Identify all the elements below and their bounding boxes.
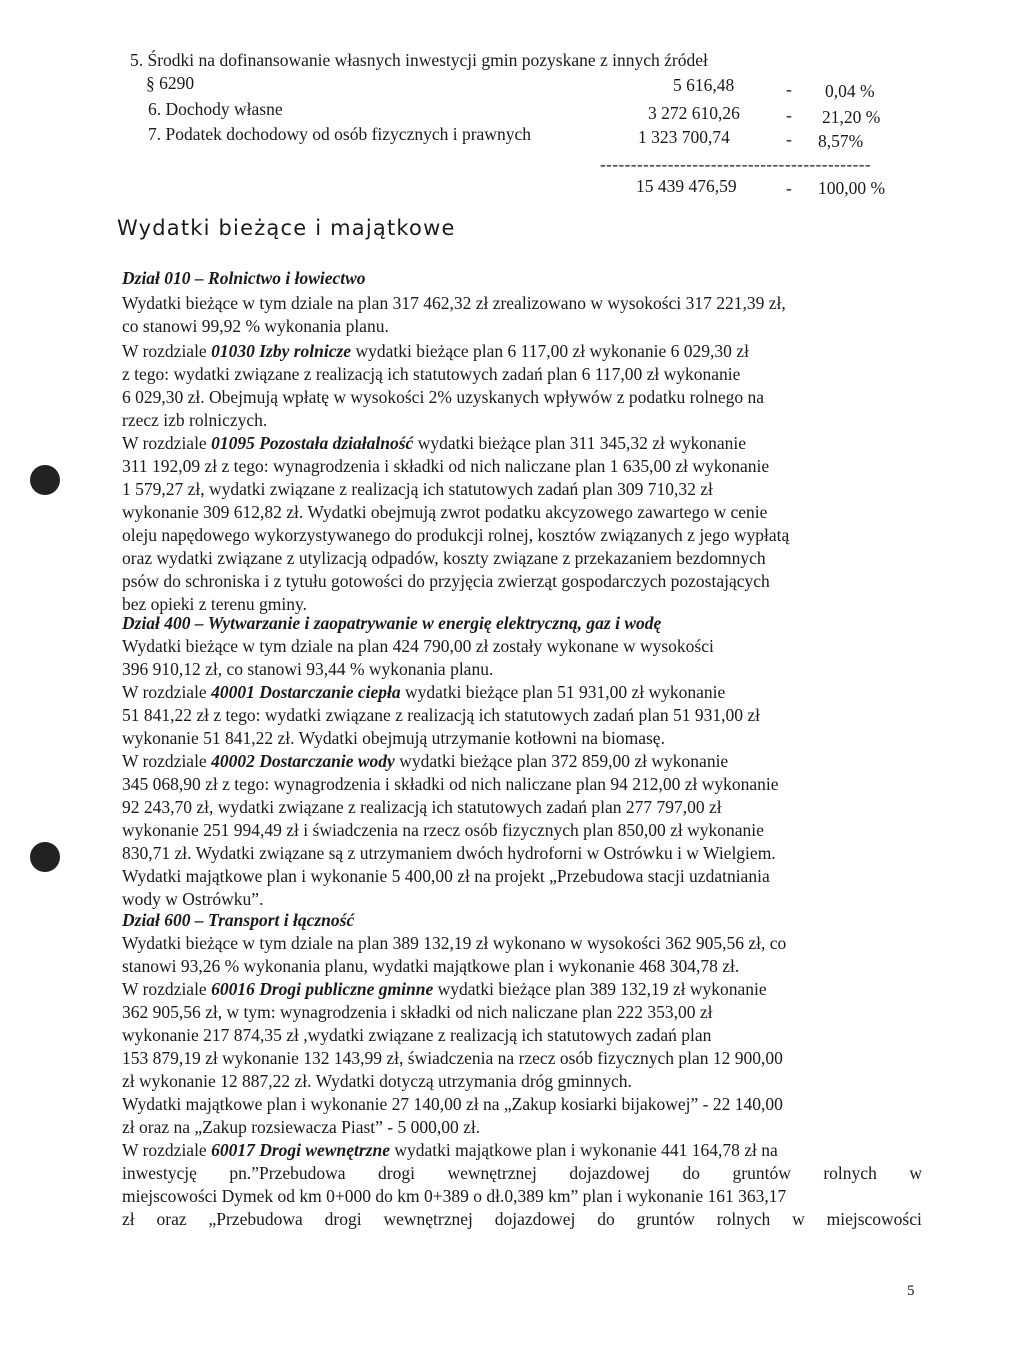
text-line: Wydatki bieżące w tym dziale na plan 424 790,00 zł zostały wykonane w wysokości — [122, 636, 714, 656]
text-line: W rozdziale 60017 Drogi wewnętrzne wydatki majątkowe plan i wykonanie 441 164,78 zł na — [122, 1140, 778, 1160]
section-010-title — [122, 267, 366, 289]
text-line: 345 068,90 zł z tego: wynagrodzenia i składki od nich naliczane plan 94 212,00 zł wykonanie — [122, 774, 779, 794]
text-line: oraz wydatki związane z utylizacją odpadów, koszty związane z przekazaniem bezdomnych — [122, 548, 766, 568]
text-line: 311 192,09 zł z tego: wynagrodzenia i składki od nich naliczane plan 1 635,00 zł wykonanie — [122, 456, 770, 476]
income-item-5-dash: - — [786, 79, 792, 99]
subchapter-40001: 40001 Dostarczanie ciepła — [211, 682, 401, 702]
income-item-6-label: 6. Dochody własne — [148, 99, 283, 119]
income-item-5-percent: 0,04 % — [825, 81, 875, 101]
text-line: oleju napędowego wykorzystywanego do produkcji rolnej, kosztów związanych z jego wypłatą — [122, 525, 790, 545]
text-line: wykonanie 51 841,22 zł. Wydatki obejmują utrzymanie kotłowni na biomasę. — [122, 728, 665, 748]
text-line: bez opieki z terenu gminy. — [122, 594, 307, 614]
income-total-dash: - — [786, 178, 792, 198]
income-item-6-dash: - — [786, 105, 792, 125]
text-line: Wydatki majątkowe plan i wykonanie 5 400,00 zł na projekt „Przebudowa stacji uzdatniania — [122, 866, 770, 886]
subchapter-01095: 01095 Pozostała działalność — [211, 433, 414, 453]
income-total-percent: 100,00 % — [818, 178, 886, 198]
text-line: 362 905,56 zł, w tym: wynagrodzenia i składki od nich naliczane plan 222 353,00 zł — [122, 1002, 713, 1022]
text-line: zł oraz na „Zakup rozsiewacza Piast” - 5 000,00 zł. — [122, 1117, 481, 1137]
text-line: W rozdziale 40001 Dostarczanie ciepła wydatki bieżące plan 51 931,00 zł wykonanie — [122, 682, 726, 702]
page-number: 5 — [907, 1283, 915, 1299]
text-line: psów do schroniska i z tytułu gotowości do przyjęcia zwierząt gospodarczych pozostających — [122, 571, 770, 591]
section-600-title-text: Dział 600 – Transport i łączność — [122, 910, 355, 930]
subchapter-60016: 60016 Drogi publiczne gminne — [211, 979, 434, 999]
text-line: 1 579,27 zł, wydatki związane z realizacją ich statutowych zadań plan 309 710,32 zł — [122, 479, 713, 499]
sum-separator: -------------------------------------------- — [600, 155, 872, 174]
text-line: 830,71 zł. Wydatki związane są z utrzymaniem dwóch hydroforni w Ostrówku i w Wielgiem. — [122, 843, 776, 863]
section-400-title — [122, 612, 661, 634]
section-010-title-text: Dział 010 – Rolnictwo i łowiectwo — [122, 268, 366, 288]
text-line: co stanowi 99,92 % wykonania planu. — [122, 316, 389, 336]
text-line: wody w Ostrówku”. — [122, 889, 264, 909]
text-line: W rozdziale 60016 Drogi publiczne gminne wydatki bieżące plan 389 132,19 zł wykonanie — [122, 979, 767, 999]
text-line: Wydatki bieżące w tym dziale na plan 389 132,19 zł wykonano w wysokości 362 905,56 zł, co — [122, 933, 787, 953]
text-line: wykonanie 217 874,35 zł ,wydatki związane z realizacją ich statutowych zadań plan — [122, 1025, 712, 1045]
text-line: 153 879,19 zł wykonanie 132 143,99 zł, świadczenia na rzecz osób fizycznych plan 12 900,00 — [122, 1048, 783, 1068]
text-line: Wydatki bieżące w tym dziale na plan 317 462,32 zł zrealizowano w wysokości 317 221,39 zł, — [122, 293, 786, 313]
punch-hole-bottom — [30, 842, 60, 872]
text-line: zł wykonanie 12 887,22 zł. Wydatki dotyczą utrzymania dróg gminnych. — [122, 1071, 632, 1091]
subchapter-60017: 60017 Drogi wewnętrzne — [211, 1140, 390, 1160]
text-line: stanowi 93,26 % wykonania planu, wydatki majątkowe plan i wykonanie 468 304,78 zł. — [122, 956, 740, 976]
text-line: rzecz izb rolniczych. — [122, 410, 268, 430]
income-item-7-amount: 1 323 700,74 — [638, 127, 730, 147]
section-600-title — [122, 909, 354, 931]
text-line-justified: inwestycję pn.”Przebudowa drogi wewnętrznej dojazdowej do gruntów rolnych w — [122, 1163, 922, 1183]
income-item-6-amount: 3 272 610,26 — [648, 103, 740, 123]
text-line: 92 243,70 zł, wydatki związane z realizacją ich statutowych zadań plan 277 797,00 zł — [122, 797, 722, 817]
text-line: 396 910,12 zł, co stanowi 93,44 % wykonania planu. — [122, 659, 494, 679]
income-item-5-paragraph: § 6290 — [146, 73, 195, 93]
text-line: W rozdziale 40002 Dostarczanie wody wydatki bieżące plan 372 859,00 zł wykonanie — [122, 751, 729, 771]
text-line: 51 841,22 zł z tego: wydatki związane z realizacją ich statutowych zadań plan 51 931,00 zł — [122, 705, 761, 725]
text-line: miejscowości Dymek od km 0+000 do km 0+389 o dł.0,389 km” plan i wykonanie 161 363,17 — [122, 1186, 787, 1206]
text-line: Wydatki majątkowe plan i wykonanie 27 140,00 zł na „Zakup kosiarki bijakowej” - 22 140,00 — [122, 1094, 783, 1114]
subchapter-40002: 40002 Dostarczanie wody — [211, 751, 395, 771]
text-line: W rozdziale 01030 Izby rolnicze wydatki bieżące plan 6 117,00 zł wykonanie 6 029,30 zł — [122, 341, 749, 361]
income-item-6-percent: 21,20 % — [822, 107, 881, 127]
text-line: wykonanie 309 612,82 zł. Wydatki obejmują zwrot podatku akcyzowego zawartego w cenie — [122, 502, 768, 522]
income-item-7-label: 7. Podatek dochodowy od osób fizycznych i prawnych — [148, 124, 531, 144]
section-400-title-text: Dział 400 – Wytwarzanie i zaopatrywanie w energię elektryczną, gaz i wodę — [122, 613, 662, 633]
text-line: wykonanie 251 994,49 zł i świadczenia na rzecz osób fizycznych plan 850,00 zł wykonanie — [122, 820, 764, 840]
income-item-7-dash: - — [786, 129, 792, 149]
punch-hole-top — [30, 465, 60, 495]
income-item-5-amount: 5 616,48 — [673, 75, 735, 95]
income-total-amount: 15 439 476,59 — [636, 176, 737, 196]
subchapter-01030: 01030 Izby rolnicze — [211, 341, 352, 361]
income-item-7-percent: 8,57% — [818, 131, 864, 151]
income-item-5-label: 5. Środki na dofinansowanie własnych inwestycji gmin pozyskane z innych źródeł — [130, 50, 708, 70]
text-line-justified: zł oraz „Przebudowa drogi wewnętrznej dojazdowej do gruntów rolnych w miejscowości — [122, 1209, 922, 1229]
text-line: 6 029,30 zł. Obejmują wpłatę w wysokości 2% uzyskanych wpływów z podatku rolnego na — [122, 387, 765, 407]
text-line: W rozdziale 01095 Pozostała działalność wydatki bieżące plan 311 345,32 zł wykonanie — [122, 433, 747, 453]
section-heading: Wydatki bieżące i majątkowe — [117, 216, 456, 240]
text-line: z tego: wydatki związane z realizacją ich statutowych zadań plan 6 117,00 zł wykonanie — [122, 364, 741, 384]
